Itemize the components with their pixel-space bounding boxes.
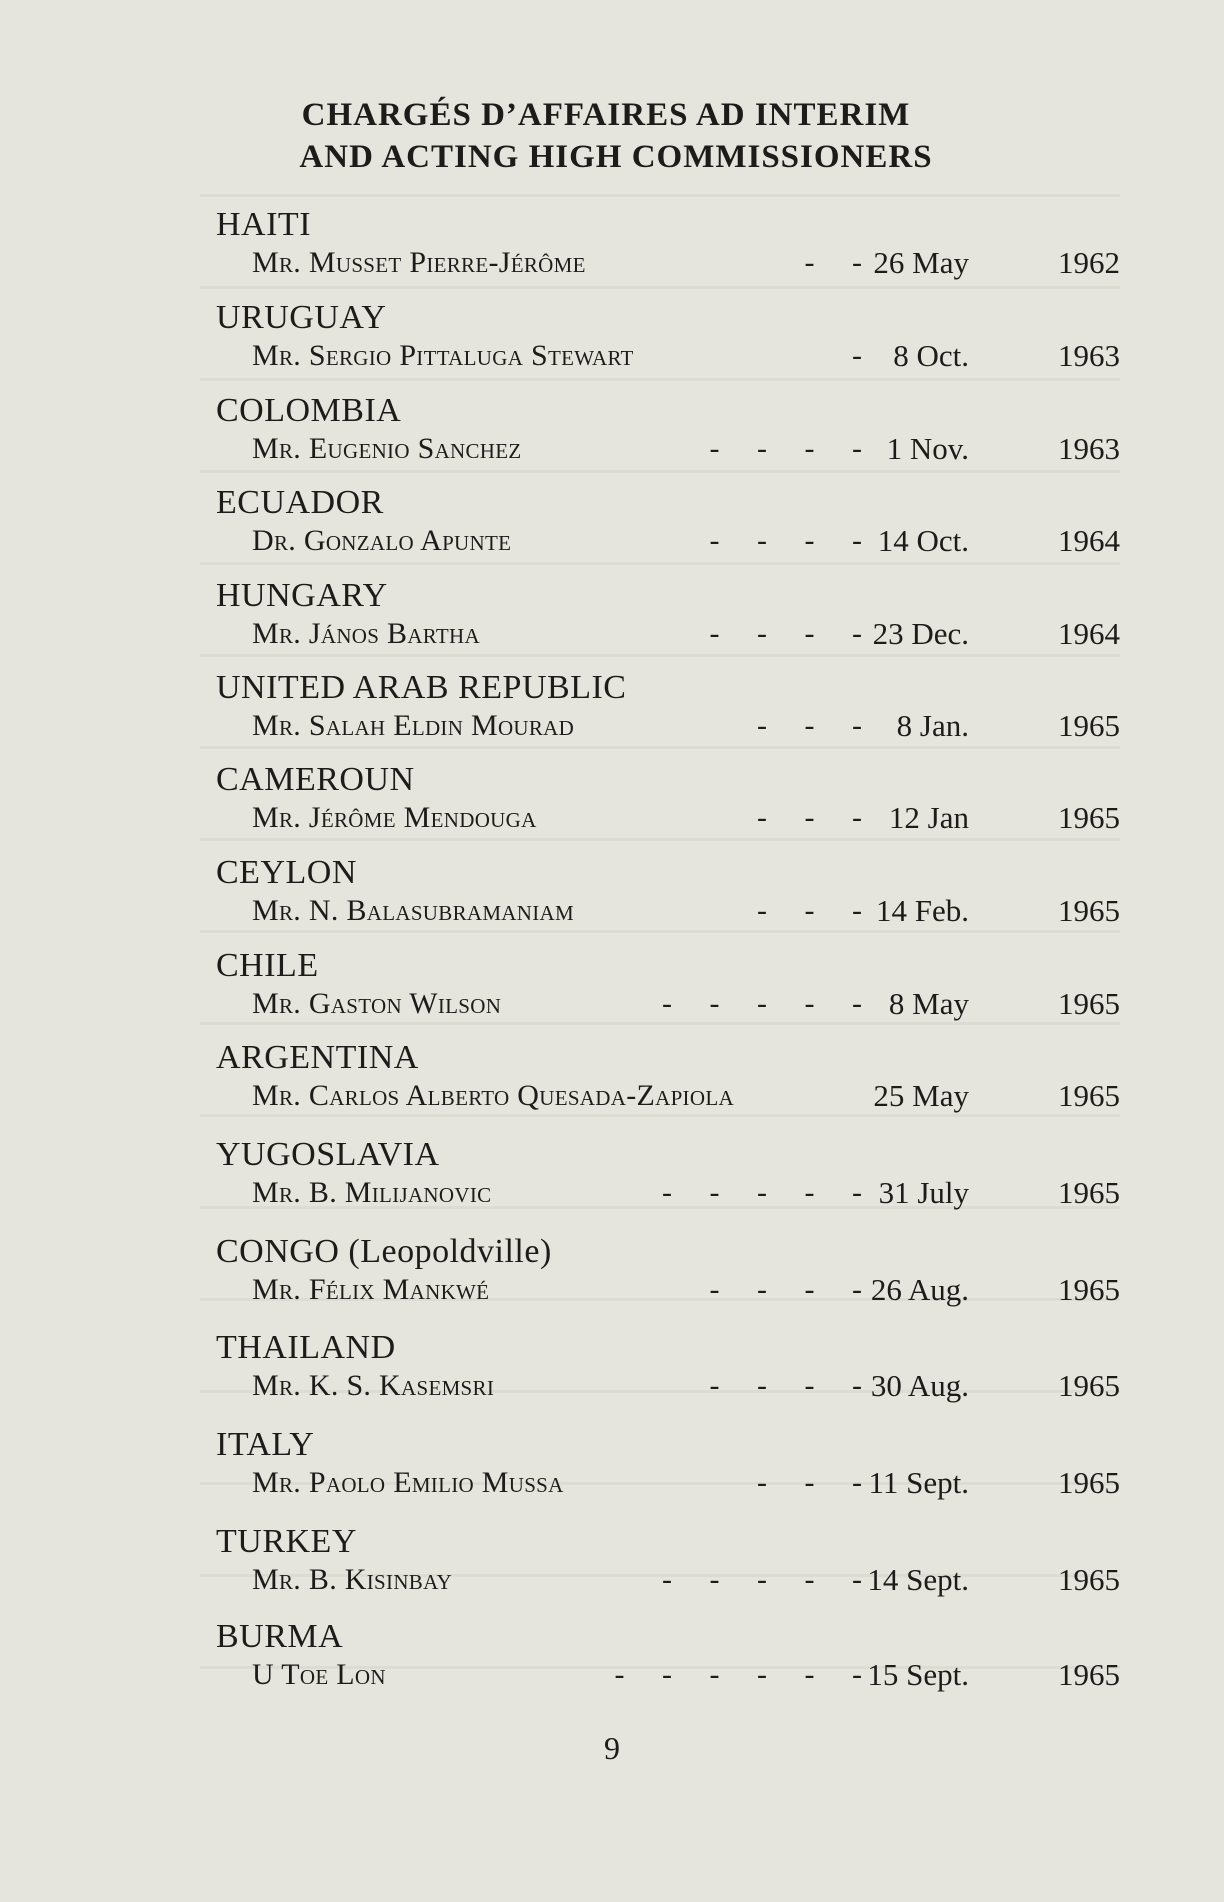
country-name: TURKEY — [216, 1523, 357, 1560]
country-name: CEYLON — [216, 854, 357, 891]
heading-line-1: CHARGÉS D’AFFAIRES AD INTERIM — [301, 97, 911, 133]
entry-row — [0, 1328, 1224, 1423]
appointment-date: 14 Feb. — [876, 893, 969, 928]
appointment-year: 1965 — [1058, 986, 1120, 1021]
appointment-year: 1964 — [1058, 523, 1120, 558]
country-name: COLOMBIA — [216, 392, 402, 429]
leader-dashes: - — [852, 339, 862, 372]
entry-row — [0, 483, 1224, 578]
representative-name: Mr. János Bartha — [252, 617, 480, 650]
leader-dashes: - - - - - - — [614, 1658, 862, 1691]
representative-name: Mr. Salah Eldin Mourad — [252, 709, 575, 742]
country-name: HAITI — [216, 206, 312, 243]
entry-row — [0, 668, 1224, 763]
entry-row — [0, 760, 1224, 855]
appointment-year: 1965 — [1058, 1657, 1120, 1692]
country-name: URUGUAY — [216, 299, 387, 336]
representative-name: Mr. Paolo Emilio Mussa — [252, 1466, 564, 1499]
country-name: HUNGARY — [216, 577, 388, 614]
entry-row — [0, 1038, 1224, 1133]
representative-name: Mr. N. Balasubramaniam — [252, 894, 574, 927]
representative-name: Mr. Sergio Pittaluga Stewart — [252, 339, 634, 372]
appointment-year: 1963 — [1058, 338, 1120, 373]
appointment-date: 30 Aug. — [870, 1368, 969, 1403]
leader-dashes: - - - - — [709, 432, 862, 465]
appointment-date: 8 Oct. — [893, 338, 969, 373]
appointment-year: 1965 — [1058, 1562, 1120, 1597]
leader-dashes: - - - - — [709, 524, 862, 557]
representative-name: U Toe Lon — [252, 1658, 386, 1691]
representative-name: Mr. B. Milijanovic — [252, 1176, 492, 1209]
appointment-date: 14 Sept. — [867, 1562, 969, 1597]
leader-dashes: - - - - — [709, 1273, 862, 1306]
country-name: ITALY — [216, 1426, 315, 1463]
appointment-date: 26 Aug. — [870, 1272, 969, 1307]
appointment-date: 23 Dec. — [872, 616, 969, 651]
representative-name: Dr. Gonzalo Apunte — [252, 524, 512, 557]
country-name: CAMEROUN — [216, 761, 415, 798]
representative-name: Mr. Carlos Alberto Quesada-Zapiola — [252, 1079, 734, 1112]
appointment-year: 1965 — [1058, 1368, 1120, 1403]
representative-name: Mr. Félix Mankwé — [252, 1273, 490, 1306]
country-name: UNITED ARAB REPUBLIC — [216, 669, 627, 706]
page-number: 9 — [604, 1730, 620, 1766]
appointment-date: 31 July — [878, 1175, 969, 1210]
leader-dashes: - - - — [757, 894, 862, 927]
appointment-date: 14 Oct. — [877, 523, 969, 558]
leader-dashes: - - - - - — [662, 1176, 862, 1209]
leader-dashes: - - — [804, 246, 862, 279]
leader-dashes: - - - - - — [662, 987, 862, 1020]
leader-dashes: - - - - — [709, 617, 862, 650]
representative-name: Mr. Eugenio Sanchez — [252, 432, 522, 465]
appointment-year: 1965 — [1058, 1465, 1120, 1500]
appointment-year: 1965 — [1058, 708, 1120, 743]
entry-row — [0, 205, 1224, 300]
representative-name: Mr. B. Kisinbay — [252, 1563, 453, 1596]
appointment-year: 1965 — [1058, 1078, 1120, 1113]
appointment-year: 1965 — [1058, 1272, 1120, 1307]
leader-dashes: - - - — [757, 1466, 862, 1499]
heading-line-2: AND ACTING HIGH COMMISSIONERS — [299, 139, 933, 175]
country-name: CHILE — [216, 947, 319, 984]
representative-name: Mr. K. S. Kasemsri — [252, 1369, 495, 1402]
country-name: YUGOSLAVIA — [216, 1136, 440, 1173]
appointment-year: 1965 — [1058, 1175, 1120, 1210]
representative-name: Mr. Gaston Wilson — [252, 987, 502, 1020]
country-name: ARGENTINA — [216, 1039, 419, 1076]
representative-name: Mr. Jérôme Mendouga — [252, 801, 537, 834]
entry-row — [0, 391, 1224, 486]
entry-row — [0, 298, 1224, 393]
country-name: CONGO (Leopoldville) — [216, 1233, 552, 1270]
leader-dashes: - - - — [757, 801, 862, 834]
entry-row — [0, 1232, 1224, 1327]
representative-name: Mr. Musset Pierre-Jérôme — [252, 246, 586, 279]
leader-dashes: - - - — [757, 709, 862, 742]
leader-dashes: - - - - - — [662, 1563, 862, 1596]
appointment-year: 1964 — [1058, 616, 1120, 651]
entry-row — [0, 1425, 1224, 1520]
appointment-year: 1965 — [1058, 800, 1120, 835]
entry-row — [0, 946, 1224, 1041]
appointment-date: 26 May — [873, 245, 969, 280]
appointment-year: 1965 — [1058, 893, 1120, 928]
entry-row — [0, 853, 1224, 948]
entry-row — [0, 1135, 1224, 1230]
appointment-year: 1962 — [1058, 245, 1120, 280]
appointment-date: 12 Jan — [888, 800, 969, 835]
appointment-date: 11 Sept. — [868, 1465, 969, 1500]
appointment-date: 1 Nov. — [886, 431, 969, 466]
entry-row — [0, 1522, 1224, 1617]
appointment-date: 8 May — [888, 986, 969, 1021]
appointment-date: 25 May — [873, 1078, 969, 1113]
appointment-date: 15 Sept. — [867, 1657, 969, 1692]
country-name: ECUADOR — [216, 484, 384, 521]
entry-row — [0, 576, 1224, 671]
entry-row — [0, 1617, 1224, 1712]
appointment-date: 8 Jan. — [896, 708, 969, 743]
country-name: THAILAND — [216, 1329, 396, 1366]
appointment-year: 1963 — [1058, 431, 1120, 466]
leader-dashes: - - - - — [709, 1369, 862, 1402]
country-name: BURMA — [216, 1618, 344, 1655]
